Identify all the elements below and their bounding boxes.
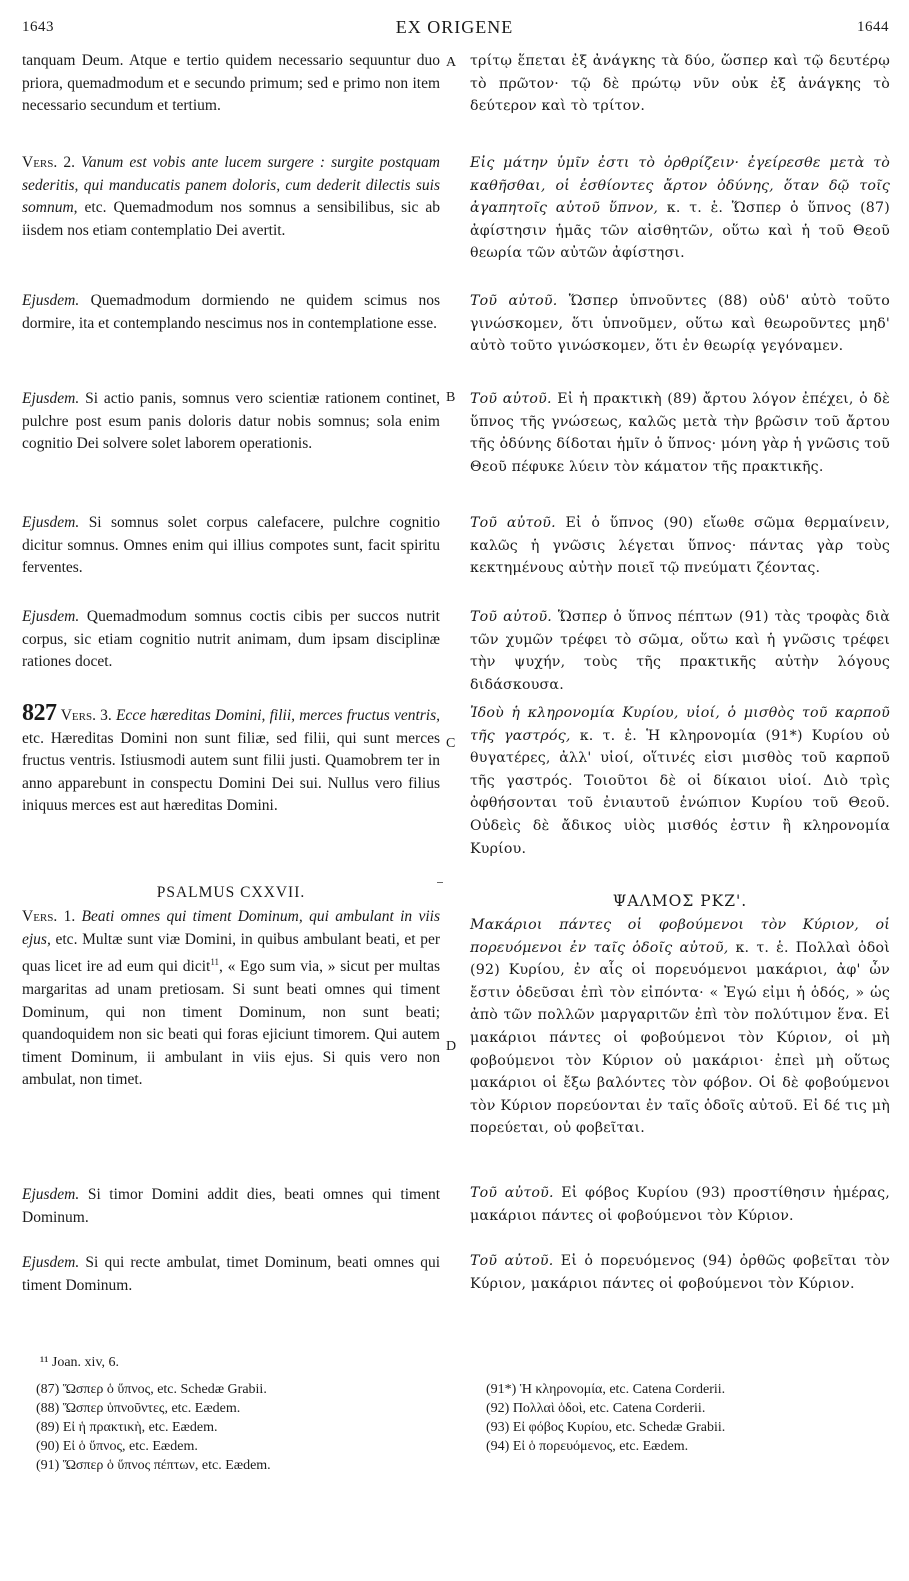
footnote-marker: 11: [210, 957, 219, 968]
verse-lemma: Μακάριοι πάντες οἱ φοβούμενοι τὸν Κύριον, οἱ πορευόμενοι ἐν ταῖς ὁδοῖς αὐτοῦ,: [470, 917, 890, 956]
latin-verse-3: [22, 702, 440, 818]
greek-tou-autou-6: [470, 1250, 890, 1295]
greek-verse-2: [470, 152, 890, 265]
footnote-item: (87) Ὥσπερ ὁ ὕπνος, etc. Schedæ Grabii.: [36, 1382, 267, 1397]
margin-letter-b: B: [446, 390, 456, 405]
tou-autou-text: Εἰ ὁ πορευόμενος (94) ὀρθῶς φοβεῖται τὸν Κύριον, μακάριοι πάντες οἱ φοβούμενοι τὸν Κύριον.: [470, 1253, 890, 1292]
ejusdem-label: Ejusdem.: [22, 514, 80, 531]
tou-autou-text: Ὥσπερ ὁ ὕπνος πέπτων (91) τὰς τροφὰς διὰ τῶν χυμῶν τρέφει τὸ σῶμα, οὕτω καὶ ἡ γνῶσις τρέφει τὴν ψυχήν, τοὺς τῆς πρακτικῆς αὐτὴν λόγους διδάσκουσα.: [470, 609, 890, 693]
footnote-item: (92) Πολλαὶ ὁδοὶ, etc. Catena Corderii.: [486, 1401, 706, 1416]
latin-paragraph: [22, 50, 440, 118]
ejusdem-label: Ejusdem.: [22, 390, 80, 407]
latin-verse-2: [22, 152, 440, 242]
tou-autou-label: Τοῦ αὐτοῦ.: [470, 1185, 554, 1201]
ejusdem-text: Si somnus solet corpus calefacere, pulchre cognitio dicitur somnus. Omnes enim qui illius compotes sunt, facit spiritu ferventes.: [22, 514, 440, 577]
tou-autou-label: Τοῦ αὐτοῦ.: [470, 391, 552, 407]
ejusdem-label: Ejusdem.: [22, 608, 80, 625]
latin-ejusdem-2: [22, 388, 440, 456]
tou-autou-text: Εἰ ὁ ὕπνος (90) εἴωθε σῶμα θερμαίνειν, καλῶς ἡ γνῶσις λέγεται ὕπνος· πάντας γὰρ τοὺς κεκτημένους αὐτὴν ποιεῖ τῷ πνεύματι ζέοντας.: [470, 515, 890, 577]
tou-autou-label: Τοῦ αὐτοῦ.: [470, 515, 556, 531]
greek-tou-autou-5: [470, 1182, 890, 1227]
latin-ejusdem-6: [22, 1252, 440, 1297]
margin-letter-a: A: [446, 55, 457, 70]
verse-label: Vers. 1.: [22, 908, 76, 925]
verse-label: Vers. 2.: [22, 154, 75, 171]
verse-commentary: κ. τ. ἑ. Ἡ κληρονομία (91*) Κυρίου οὐ θυγατέρες, ἀλλ' υἱοί, οἵτινές εἰσι μισθὸς τοῦ καρποῦ τῆς γαστρός. Τοιοῦτοι δὲ οἱ δίκαιοι υἱοί. Διὸ τρὶς ὀφθήσονται τοῦ ἐνιαυτοῦ ἐνώπιον Κυρίου τοῦ Θεοῦ. Οὐδεὶς δὲ ἄδικος υἱὸς μισθός ἐστιν ἢ κληρονομία Κυρίου.: [470, 727, 890, 857]
divider: [437, 882, 443, 883]
tou-autou-text: Ὥσπερ ὑπνοῦντες (88) οὐδ' αὐτὸ τοῦτο γινώσκομεν, ὅτι ὑπνοῦμεν, οὕτω καὶ θεωροῦντες μηδ' αὐτὸ τοῦτο γινώσκομεν, ὅτι ἐν θεωρίᾳ γεγόναμεν.: [470, 293, 890, 355]
verse-lemma: Beati omnes qui timent Dominum, qui ambulant in viis ejus,: [22, 908, 441, 948]
greek-text: τρίτῳ ἕπεται ἐξ ἀνάγκης τὰ δύο, ὥσπερ καὶ τῷ δευτέρῳ τὸ πρῶτον· τῷ δὲ πρώτῳ νῦν οὐκ ἐξ ἀνάγκης τὸ δεύτερον καὶ τὸ τρίτον.: [470, 53, 890, 115]
verse-lemma: Ecce hæreditas Domini, filii, merces fructus ventris,: [115, 707, 441, 724]
verse-commentary: κ. τ. ἑ. Ὥσπερ ὁ ὕπνος (87) ἀφίστησιν ἡμᾶς τῶν αἰσθητῶν, οὕτω καὶ ἡ τοῦ Θεοῦ θεωρία τῶν αὐτῶν ἀφίστησι.: [470, 200, 890, 262]
running-header: [0, 16, 909, 40]
verse-commentary: κ. τ. ἑ. Πολλαὶ ὁδοὶ (92) Κυρίου, ἐν αἷς οἱ πορευόμενοι μακάριοι, ἀφ' ὧν ἔστιν ὁδεῦσαι ἐπὶ τὸν εἰπόντα· « Ἐγώ εἰμι ἡ ὁδός, » ὡς ἀπὸ τῶν πολλῶν μαργαριτῶν ἐπὶ τὸν πολύτιμον ἕνα. Εἰ μακάριοι πάντες οἱ φοβούμενοι τὸν Κύριον, οἱ μὴ φοβούμενοι τὸν Κύριον οὐ μακάριοι· ἐπεὶ μὴ οὕτως μακάριοι οἱ ἔξω βαλόντες τὸν φόβον. Οἱ δὲ φοβούμενοι τὸν Κύριον πορεύονται ἐν ταῖς ὁδοῖς αὐτοῦ. Εἰ δέ τις μὴ πορεύεται, οὐ φοβεῖται.: [470, 939, 890, 1137]
psalm-title-greek: ΨΑΛΜΟΣ ΡΚΖ'.: [612, 892, 748, 910]
latin-text: tanquam Deum. Atque e tertio quidem necessario sequuntur duo priora, quemadmodum et e secundo primum; sed e primo non item necessario secundum et tertium.: [22, 52, 440, 115]
verse-commentary: etc. Quemadmodum nos somnus a sensibilibus, sic ab iisdem nos etiam contemplatio Dei avertit.: [22, 199, 440, 239]
greek-tou-autou-1: [470, 290, 890, 358]
tou-autou-label: Τοῦ αὐτοῦ.: [470, 609, 553, 625]
footnotes-left: [36, 1380, 271, 1475]
column-number: 827: [22, 700, 57, 726]
verse-commentary: , « Ego sum via, » sicut per multas margaritas ad unam pretiosam. Si sunt beati omnes qui timent Dominum, qui non timent Dominum, non sunt beati; quandoquidem non sic beati qui foras ejiciunt timorem. Qui autem timent Dominum, ii ambulant in viis ejus. Si quis vero non ambulat, non timet.: [22, 958, 441, 1089]
ejusdem-label: Ejusdem.: [22, 292, 80, 309]
verse-label: Vers. 3.: [60, 707, 112, 724]
psalm-title-latin: PSALMUS CXXVII.: [156, 884, 306, 901]
tou-autou-text: Εἰ φόβος Κυρίου (93) προστίθησιν ἡμέρας, μακάριοι πάντες οἱ φοβούμενοι τὸν Κύριον.: [470, 1185, 890, 1224]
footnote-item: (94) Εἰ ὁ πορευόμενος, etc. Eædem.: [486, 1439, 689, 1454]
margin-letter-c: C: [446, 736, 456, 751]
greek-verse-3: [470, 702, 890, 860]
latin-ejusdem-5: [22, 1184, 440, 1229]
footnote-item: (88) Ὥσπερ ὑπνοῦντες, etc. Eædem.: [36, 1401, 241, 1416]
ejusdem-label: Ejusdem.: [22, 1254, 80, 1271]
scripture-footnote: [40, 1353, 119, 1372]
greek-tou-autou-2: [470, 388, 890, 478]
tou-autou-text: Εἰ ἡ πρακτικὴ (89) ἄρτου λόγον ἐπέχει, ὁ δὲ ὕπνος τῆς γνώσεως, καλῶς μετὰ τὴν βρῶσιν τοῦ ἄρτου τῆς ὀδύνης δίδοται ἡμῖν ὁ ὕπνος· μόνη γὰρ ἡ γνῶσις τοῦ Θεοῦ πέφυκε λύειν τὸν κάματον τῆς πρακτικῆς.: [470, 391, 890, 475]
footnotes-right: [486, 1380, 725, 1456]
page-number-left: 1643: [22, 19, 54, 35]
footnote-item: ¹¹ Joan. xiv, 6.: [40, 1355, 120, 1370]
margin-letter-d: D: [446, 1039, 457, 1054]
footnote-item: (93) Εἰ φόβος Κυρίου, etc. Schedæ Grabii.: [486, 1420, 726, 1435]
latin-verse-1: [22, 906, 440, 1092]
footnote-item: (90) Εἰ ὁ ὕπνος, etc. Eædem.: [36, 1439, 198, 1454]
greek-paragraph: [470, 50, 890, 118]
verse-lemma: Vanum est vobis ante lucem surgere : surgite postquam sederitis, qui manducatis panem doloris, cum dederit dilectis suis somnum,: [22, 154, 440, 217]
verse-commentary: etc. Multæ sunt viæ Domini, in quibus ambulant beati, et per quas licet ire ad eum qui dicit: [22, 930, 440, 976]
ejusdem-label: Ejusdem.: [22, 1186, 80, 1203]
footnote-item: (91*) Ἡ κληρονομία, etc. Catena Corderii.: [486, 1382, 726, 1397]
verse-commentary: etc. Hæreditas Domini non sunt filiæ, sed filii, qui sunt merces fructus ventris. Istiusmodi autem sunt filii justi. Quamobrem ter in anno apparebunt in conspectu Domini Dei sui. Nullus vero filius iniquus merces est aut hæreditas Domini.: [22, 729, 440, 815]
page-number-right: 1644: [857, 19, 889, 35]
tou-autou-label: Τοῦ αὐτοῦ.: [470, 293, 558, 309]
ejusdem-text: Si timor Domini addit dies, beati omnes qui timent Dominum.: [22, 1186, 440, 1226]
greek-verse-1: [470, 914, 890, 1140]
greek-tou-autou-4: [470, 606, 890, 696]
ejusdem-text: Quemadmodum dormiendo ne quidem scimus nos dormire, ita et contemplando nescimus nos in contemplatione esse.: [22, 292, 440, 332]
latin-ejusdem-3: [22, 512, 440, 580]
ejusdem-text: Si actio panis, somnus vero scientiæ rationem continet, pulchre post esum panis doloris datur nobis somnus; sola enim cognitio Dei solvere solet laborem operationis.: [22, 390, 440, 453]
running-title: EX ORIGENE: [395, 17, 514, 37]
footnote-item: (91) Ὥσπερ ὁ ὕπνος πέπτων, etc. Eædem.: [36, 1458, 271, 1473]
tou-autou-label: Τοῦ αὐτοῦ.: [470, 1253, 554, 1269]
ejusdem-text: Si qui recte ambulat, timet Dominum, beati omnes qui timent Dominum.: [22, 1254, 440, 1294]
verse-lemma: Εἰς μάτην ὑμῖν ἐστι τὸ ὀρθρίζειν· ἐγείρεσθε μετὰ τὸ καθῆσθαι, οἱ ἐσθίοντες ἄρτον ὀδύνης, ὅταν δῷ τοῖς ἀγαπητοῖς αὐτοῦ ὕπνον,: [470, 155, 890, 217]
ejusdem-text: Quemadmodum somnus coctis cibis per succos nutrit corpus, sic etiam cognitio nutrit animam, dum ipsam disciplinæ rationes docet.: [22, 608, 440, 671]
latin-ejusdem-1: [22, 290, 440, 335]
verse-lemma: Ἰδοὺ ἡ κληρονομία Κυρίου, υἱοί, ὁ μισθὸς τοῦ καρποῦ τῆς γαστρός,: [470, 705, 890, 744]
latin-ejusdem-4: [22, 606, 440, 674]
greek-tou-autou-3: [470, 512, 890, 580]
footnote-item: (89) Εἰ ἡ πρακτικὴ, etc. Eædem.: [36, 1420, 218, 1435]
